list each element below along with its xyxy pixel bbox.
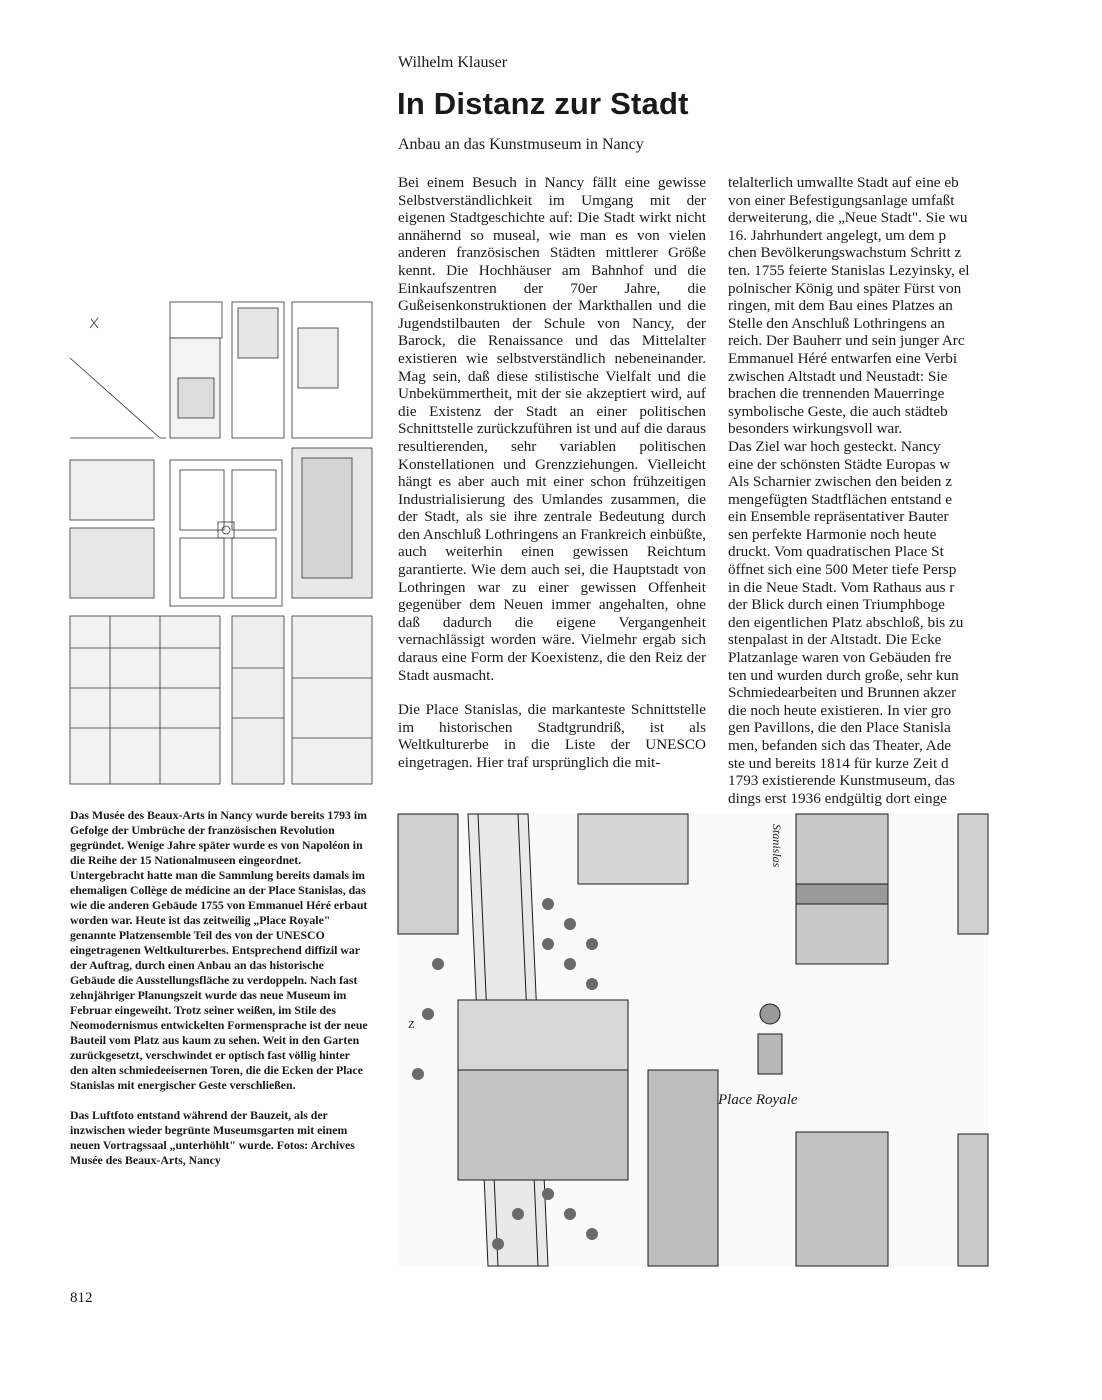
column-2-line: Als Scharnier zwischen den beiden z bbox=[728, 473, 952, 491]
column-2-line: eine der schönsten Städte Europas w bbox=[728, 455, 951, 473]
article-paragraph-2: Die Place Stanislas, die markanteste Schnittstelle im historischen Stadtgrundriß, ist als Weltkulturerbe in die Liste der UNESCO eingetragen. Hier traf ursprünglich die mit- bbox=[398, 701, 706, 771]
engraving-label-street: Stanislas bbox=[770, 824, 784, 868]
column-2-line: mengefügten Stadtflächen entstand e bbox=[728, 490, 952, 508]
column-2-line: symbolische Geste, die auch städteb bbox=[728, 402, 948, 420]
column-2-line: öffnet sich eine 500 Meter tiefe Persp bbox=[728, 561, 957, 579]
caption-paragraph-1: Das Musée des Beaux-Arts in Nancy wurde bereits 1793 im Gefolge der Umbrüche der französischen Revolution gegründet. Wenige Jahre später wurde es von Napoléon in die Reihe der 15 Nationalmuseen eingeordnet. Untergebracht hatte man die Sammlung bereits damals im ehemaligen Collège de médicine an der Place Stanislas, das wie die anderen Gebäude 1755 von Emmanuel Héré erbaut worden war. Heute ist das zeitweilig „Place Royale" genannte Platzensemble Teil des von der UNESCO eingetragenen Weltkulturerbes. Entsprechend diffizil war der Auftrag, durch einen Anbau an das historische Gebäude die Ausstellungsfläche zu verdoppeln. Nach fast zehnjähriger Planungszeit wurde das neue Museum im Februar eingeweiht. Trotz seiner weißen, im Stile des Neomodernismus entwickelten Formensprache ist der neue Bauteil vom Platz aus kaum zu sehen. Weit in den Garten zurückgesetzt, verschwindet er optisch fast völlig hinter den alten schmiedeeisernen Toren, die die Ecken der Place Stanislas mit energischer Geste verschließen. bbox=[70, 808, 368, 1092]
column-2-line: stenpalast in der Altstadt. Die Ecke bbox=[728, 631, 942, 649]
caption-paragraph-2: Das Luftfoto entstand während der Bauzeit, als der inzwischen wieder begrünte Museumsgarten mit einem neuen Vortragssaal „unterhöhlt" wurde. Fotos: Archives Musée des Beaux-Arts, Nancy bbox=[70, 1108, 355, 1167]
engraving-label-place: Place Royale bbox=[718, 1092, 798, 1108]
column-2-line: men, befanden sich das Theater, Ade bbox=[728, 737, 952, 754]
column-2-line: ste und bereits 1814 für kurze Zeit d bbox=[728, 754, 949, 772]
engraving-figure bbox=[398, 814, 988, 1266]
column-2-line: druckt. Vom quadratischen Place St bbox=[728, 543, 944, 561]
column-2-line: den eigentlichen Platz abschloß, bis zu bbox=[728, 613, 964, 631]
column-2-line: zwischen Altstadt und Neustadt: Sie bbox=[728, 367, 948, 385]
column-2-line: ein Ensemble repräsentativer Bauter bbox=[728, 508, 949, 526]
column-2-line: Schmiedearbeiten und Brunnen akzer bbox=[728, 684, 957, 702]
column-2-line: ten. 1755 feierte Stanislas Lezyinsky, el bbox=[728, 261, 970, 279]
column-2-line: Emmanuel Héré entwarfen eine Verbi bbox=[728, 349, 958, 367]
site-plan-figure bbox=[70, 298, 374, 784]
column-2-line: ten und wurden durch große, sehr kun bbox=[728, 666, 959, 684]
column-2-line: der Blick durch einen Triumphboge bbox=[728, 596, 945, 614]
column-2-line: 1793 existierende Kunstmuseum, das bbox=[728, 772, 955, 790]
article-subtitle: Anbau an das Kunstmuseum in Nancy bbox=[398, 136, 644, 153]
author-name: Wilhelm Klauser bbox=[398, 54, 508, 71]
column-2-line: polnischer König und später Fürst von bbox=[728, 279, 962, 297]
article-column-1 bbox=[398, 174, 706, 772]
column-2-line: von einer Befestigungsanlage umfaßt bbox=[728, 191, 955, 209]
column-2-line: brachen die trennenden Mauerringe bbox=[728, 385, 945, 403]
column-2-line: gen Pavillons, die den Place Stanisla bbox=[728, 719, 951, 737]
column-2-line: besonders wirkungsvoll war. bbox=[728, 420, 903, 438]
column-2-line: telalterlich umwallte Stadt auf eine eb bbox=[728, 174, 959, 191]
column-2-line: Stelle den Anschluß Lothringens an bbox=[728, 314, 945, 332]
column-2-line: reich. Der Bauherr und sein junger Arc bbox=[728, 332, 965, 350]
column-2-line: in die Neue Stadt. Vom Rathaus aus r bbox=[728, 578, 955, 596]
column-2-line: chen Bevölkerungswachstum Schritt z bbox=[728, 244, 962, 262]
column-2-line: Das Ziel war hoch gesteckt. Nancy bbox=[728, 437, 941, 455]
column-2-line: dings erst 1936 endgültig dort einge bbox=[728, 789, 947, 807]
column-2-line: sen perfekte Harmonie noch heute bbox=[728, 525, 937, 543]
article-column-2 bbox=[728, 174, 986, 807]
column-2-line: ringen, mit dem Bau eines Platzes an bbox=[728, 297, 953, 315]
article-title: In Distanz zur Stadt bbox=[397, 86, 689, 121]
column-2-line: die noch heute existieren. In vier gro bbox=[728, 701, 952, 719]
column-2-line: Platzanlage waren von Gebäuden fre bbox=[728, 649, 952, 667]
column-2-line: derweiterung, die „Neue Stadt". Sie wu bbox=[728, 209, 968, 227]
column-2-line: 16. Jahrhundert angelegt, um dem p bbox=[728, 226, 947, 244]
article-paragraph-1: Bei einem Besuch in Nancy fällt eine gewisse Selbstverständlichkeit im Umgang mit der eigenen Stadtgeschichte auf: Die Stadt wirkt nicht annähernd so museal, wie man es von vielen anderen französischen Städten mittlerer Größe kennt. Die Hochhäuser am Bahnhof und die Einkaufszentren der 70er Jahre, die Gußeisenkonstruktionen der Markthallen und die Jugendstilbauten der Schule von Nancy, der Barock, die Renaissance und das Mittelalter existieren wie selbstverständlich nebeneinander. Mag sein, daß diese stilistische Vielfalt und die Unbekümmertheit, mit der sie akzeptiert wird, auf die Existenz der Stadt an einer politischen Schnittstelle zurückzuführen ist und auf die daraus resultierenden, sehr variablen politischen Konstellationen und Grenzziehungen. Vielleicht hängt es aber auch mit einer schon frühzeitigen Industrialisierung des Umlandes zusammen, die der Stadt, als sie ihre zentrale Bedeutung durch den Anschluß Lothringens an Frankreich einbüßte, auch weiterhin einen gewissen Reichtum garantierte. Wie dem auch sei, die Hauptstadt von Lothringen war zu einer gewissen Offenheit gegenüber dem Neuen immer angehalten, ohne daß dadurch die eigene Vergangenheit vernachlässigt worden wäre. Vielmehr ergab sich daraus eine Form der Koexistenz, die den Reiz der Stadt ausmacht. bbox=[398, 174, 706, 684]
figure-caption bbox=[70, 808, 370, 1168]
engraving-label-letter: Z bbox=[408, 1019, 415, 1031]
page-number: 812 bbox=[70, 1290, 93, 1306]
